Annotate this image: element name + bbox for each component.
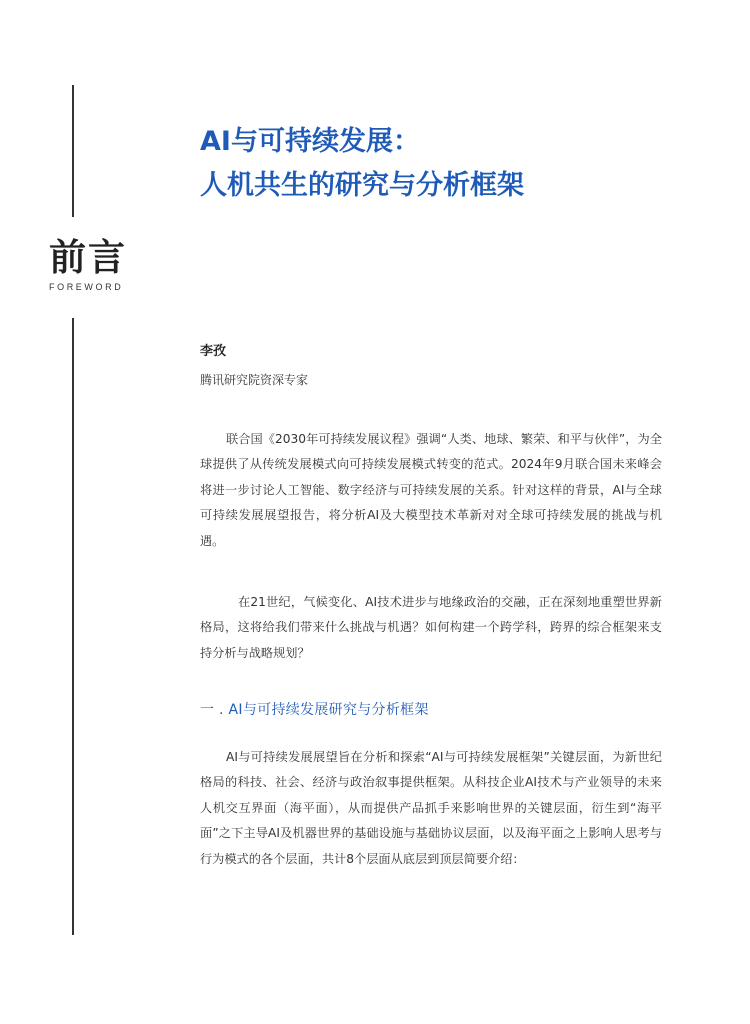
page-title (200, 120, 680, 208)
author-role: 腾讯研究院资深专家 (200, 373, 309, 387)
paragraph-2: 在21世纪，气候变化、AI技术进步与地缘政治的交融，正在深刻地重塑世界新格局，这将给我们带来什么挑战与机遇？如何构建一个跨学科，跨界的综合框架来支持分析与战略规划？ (200, 595, 662, 660)
author-name: 李孜 (200, 344, 227, 359)
section-label-cn: 前言 (49, 236, 127, 279)
decorative-vertical-rule-bottom (72, 318, 74, 935)
section-heading-1: 一 . AI与可持续发展研究与分析框架 (200, 702, 429, 718)
section-label (49, 236, 139, 292)
paragraph-1: 联合国《2030年可持续发展议程》强调“人类、地球、繁荣、和平与伙伴”，为全球提供了从传统发展模式向可持续发展模式转变的范式。2024年9月联合国未来峰会将进一步讨论人工智能、数字经济与可持续发展的关系。针对这样的背景，AI与全球可持续发展展望报告，将分析AI及大模型技术革新对对全球可持续发展的挑战与机遇。 (200, 432, 662, 548)
page-title-line1: AI与可持续发展： (200, 126, 420, 157)
author-block (200, 343, 308, 389)
paragraph-3: AI与可持续发展展望旨在分析和探索“AI与可持续发展框架”关键层面，为新世纪格局的科技、社会、经济与政治叙事提供框架。从科技企业AI技术与产业领导的未来人机交互界面（海平面），从而提供产品抓手来影响世界的关键层面，衍生到“海平面”之下主导AI及机器世界的基础设施与基础协议层面，以及海平面之上影响人思考与行为模式的各个层面，共计8个层面从底层到顶层简要介绍： (200, 750, 662, 866)
decorative-vertical-rule-top (72, 85, 74, 217)
page-title-line2: 人机共生的研究与分析框架 (200, 170, 524, 201)
section-label-en: FOREWORD (49, 282, 124, 292)
